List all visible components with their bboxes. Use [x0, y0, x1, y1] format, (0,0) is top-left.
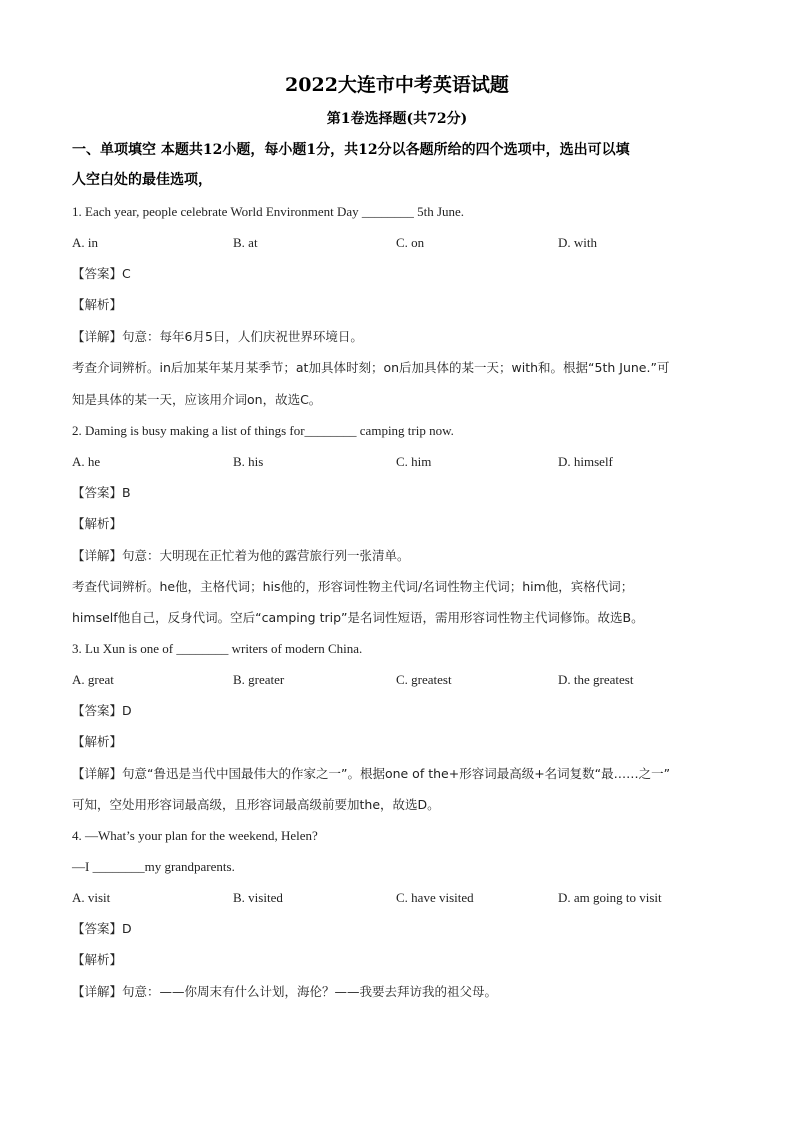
section-instruction-line1: 一、单项填空 本题共12小题，每小题1分，共12分以各题所给的四个选项中，选出可以填 [72, 142, 630, 158]
page-subtitle: 第1卷选择题(共72分) [326, 111, 468, 127]
question-1-stem: 1. Each year, people celebrate World Environment Day ________ 5th June. [72, 204, 465, 219]
question-2-analysis: 【解析】 [72, 516, 123, 531]
question-2-option-b: B. his [233, 454, 264, 469]
question-1-detail-1: 【详解】句意：每年6月5日，人们庆祝世界环境日。 [72, 329, 363, 344]
question-2-option-a: A. he [72, 454, 101, 469]
question-4-stem-response: —I ________my grandparents. [72, 859, 235, 874]
question-3-analysis: 【解析】 [72, 734, 123, 749]
question-3-answer: 【答案】D [72, 703, 132, 718]
question-3-option-b: B. greater [233, 672, 285, 687]
question-4-option-d: D. am going to visit [558, 890, 662, 905]
question-3-option-a: A. great [72, 672, 114, 687]
section-instruction-line2: 人空白处的最佳选项， [72, 172, 212, 188]
question-3-option-d: D. the greatest [558, 672, 634, 687]
question-3-option-c: C. greatest [396, 672, 452, 687]
question-4-answer: 【答案】D [72, 921, 132, 936]
question-3-detail-2: 可知，空处用形容词最高级，且形容词最高级前要加the，故选D。 [72, 797, 440, 812]
question-4-option-c: C. have visited [396, 890, 474, 905]
question-3-stem: 3. Lu Xun is one of ________ writers of modern China. [72, 641, 363, 656]
question-4-detail-1: 【详解】句意：——你周末有什么计划，海伦？——我要去拜访我的祖父母。 [72, 984, 498, 999]
question-4-analysis: 【解析】 [72, 952, 123, 967]
question-1-option-a: A. in [72, 235, 98, 250]
question-4-stem: 4. —What’s your plan for the weekend, Helen? [72, 828, 318, 843]
question-1-detail-3: 知是具体的某一天，应该用介词on，故选C。 [72, 392, 322, 407]
question-2-stem: 2. Daming is busy making a list of things for________ camping trip now. [72, 423, 454, 438]
question-2-option-c: C. him [396, 454, 432, 469]
question-3-detail-1: 【详解】句意“鲁迅是当代中国最伟大的作家之一”。根据one of the+形容词最高级+名词复数“最……之一” [72, 766, 671, 781]
question-2-detail-1: 【详解】句意：大明现在正忙着为他的露营旅行列一张清单。 [72, 548, 410, 563]
question-1-answer: 【答案】C [72, 266, 131, 281]
question-1-detail-2: 考查介词辨析。in后加某年某月某季节；at加具体时刻；on后加具体的某一天；with和。根据“5th June.”可 [72, 360, 670, 375]
question-2-detail-3: himself他自己，反身代词。空后“camping trip”是名词性短语，需用形容词性物主代词修饰。故选B。 [72, 610, 644, 625]
question-2-option-d: D. himself [558, 454, 613, 469]
question-1-option-b: B. at [233, 235, 258, 250]
question-1-analysis: 【解析】 [72, 297, 123, 312]
question-1-option-d: D. with [558, 235, 597, 250]
question-4-option-b: B. visited [233, 890, 283, 905]
page-title: 2022大连市中考英语试题 [285, 74, 509, 96]
question-2-answer: 【答案】B [72, 485, 131, 500]
question-1-option-c: C. on [396, 235, 425, 250]
question-2-detail-2: 考查代词辨析。he他，主格代词；his他的，形容词性物主代词/名词性物主代词；him他，宾格代词； [72, 579, 634, 594]
question-4-option-a: A. visit [72, 890, 111, 905]
